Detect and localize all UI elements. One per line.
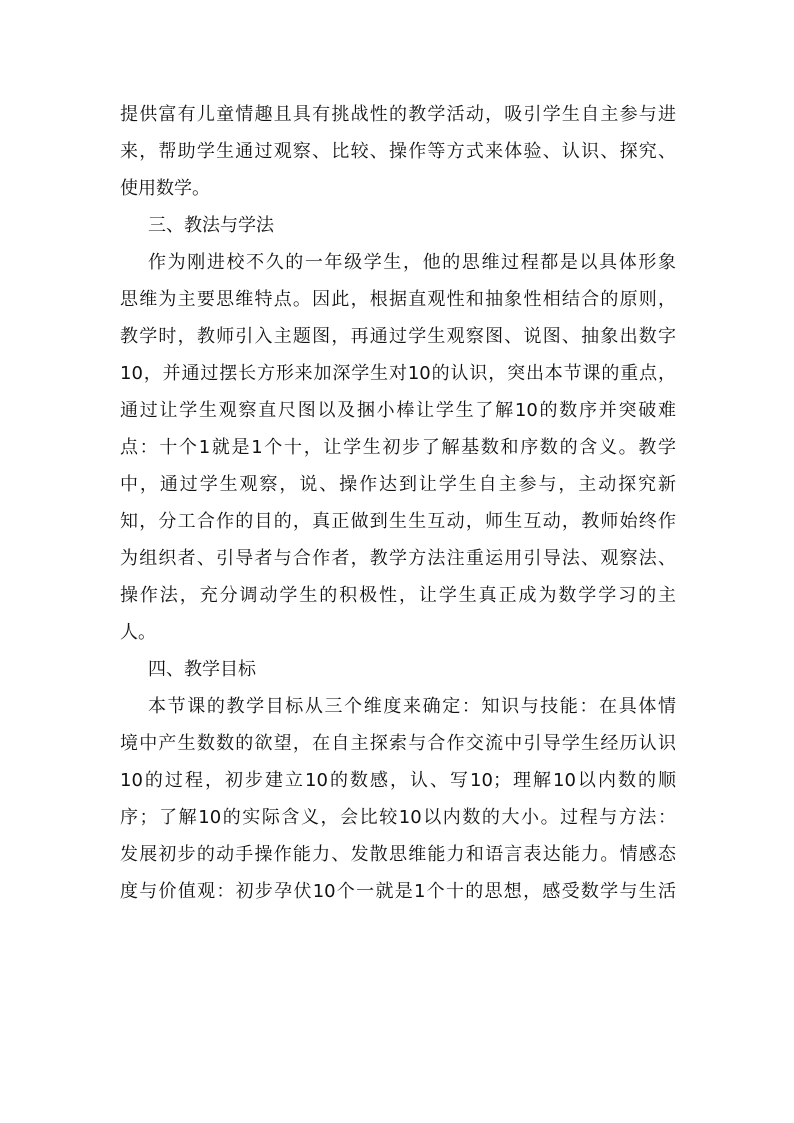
text-line-10: 点：十个1就是1个十，让学生初步了解基数和序数的含义。教学 <box>120 437 676 458</box>
text-line-7: 教学时，教师引入主题图，再通过学生观察图、说图、抽象出数字 <box>120 326 676 347</box>
text-line-8: 10，并通过摆长方形来加深学生对10的认识，突出本节课的重点， <box>120 363 676 384</box>
text-line-2: 来，帮助学生通过观察、比较、操作等方式来体验、认识、探究、 <box>120 141 676 162</box>
section-heading-4: 四、教学目标 <box>148 659 256 680</box>
text-line-14: 操作法，充分调动学生的积极性，让学生真正成为数学学习的主 <box>120 585 676 606</box>
text-line-6: 思维为主要思维特点。因此，根据直观性和抽象性相结合的原则， <box>120 289 676 310</box>
text-line-22: 度与价值观：初步孕伏10个一就是1个十的思想，感受数学与生活 <box>120 881 676 902</box>
text-line-5: 作为刚进校不久的一年级学生，他的思维过程都是以具体形象 <box>148 252 676 273</box>
document-body <box>120 96 676 910</box>
text-line-17: 本节课的教学目标从三个维度来确定：知识与技能：在具体情 <box>148 696 676 717</box>
text-line-15: 人。 <box>120 622 156 643</box>
text-line-12: 知，分工合作的目的，真正做到生生互动，师生互动，教师始终作 <box>120 511 676 532</box>
text-line-21: 发展初步的动手操作能力、发散思维能力和语言表达能力。情感态 <box>120 844 676 865</box>
text-line-13: 为组织者、引导者与合作者，教学方法注重运用引导法、观察法、 <box>120 548 676 569</box>
text-line-9: 通过让学生观察直尺图以及捆小棒让学生了解10的数序并突破难 <box>120 400 676 421</box>
text-line-1: 提供富有儿童情趣且具有挑战性的教学活动，吸引学生自主参与进 <box>120 104 676 125</box>
text-line-3: 使用数学。 <box>120 178 210 199</box>
text-line-11: 中，通过学生观察，说、操作达到让学生自主参与，主动探究新 <box>120 474 676 495</box>
section-heading-3: 三、教法与学法 <box>148 215 274 236</box>
text-line-19: 10的过程，初步建立10的数感，认、写10；理解10以内数的顺 <box>120 770 676 791</box>
text-line-18: 境中产生数数的欲望，在自主探索与合作交流中引导学生经历认识 <box>120 733 676 754</box>
text-line-20: 序；了解10的实际含义，会比较10以内数的大小。过程与方法： <box>120 807 676 828</box>
